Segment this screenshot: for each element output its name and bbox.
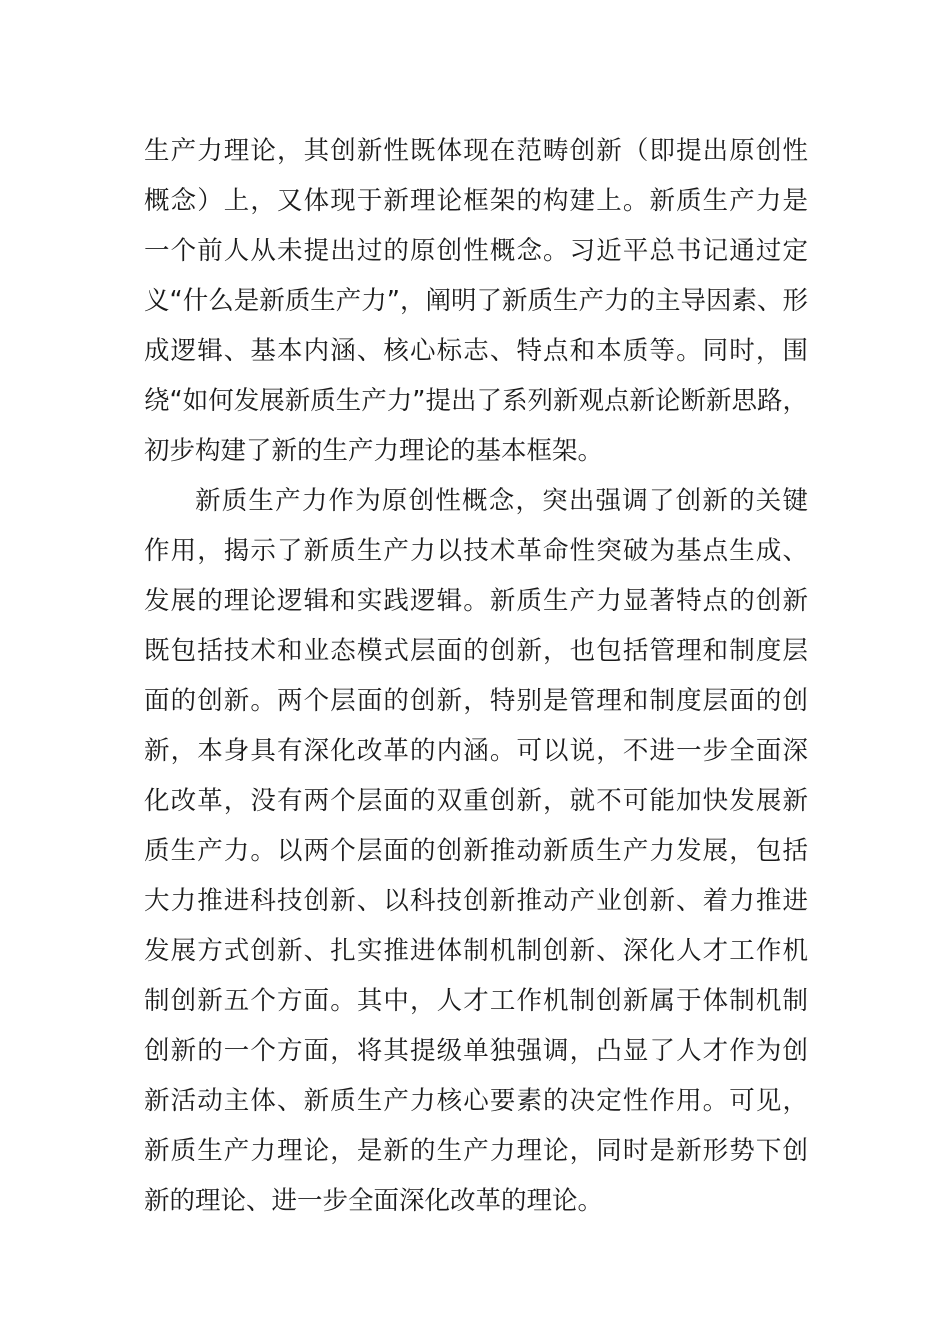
text-line: 生产力理论，其创新性既体现在范畴创新（即提出原创性: [144, 136, 808, 166]
text-line: 概念）上，又体现于新理论框架的构建上。新质生产力是: [144, 186, 808, 216]
text-line: 初步构建了新的生产力理论的基本框架。: [144, 436, 604, 466]
text-line: 新活动主体、新质生产力核心要素的决定性作用。可见，: [144, 1086, 808, 1116]
paragraph-1: [144, 126, 808, 476]
text-line: 质生产力。以两个层面的创新推动新质生产力发展，包括: [144, 836, 808, 866]
text-line: 创新的一个方面，将其提级单独强调，凸显了人才作为创: [144, 1036, 808, 1066]
text-line: 面的创新。两个层面的创新，特别是管理和制度层面的创: [144, 686, 808, 716]
text-line: 发展的理论逻辑和实践逻辑。新质生产力显著特点的创新: [144, 586, 808, 616]
text-line: 绕“如何发展新质生产力”提出了系列新观点新论断新思路，: [144, 386, 808, 416]
text-line: 化改革，没有两个层面的双重创新，就不可能加快发展新: [144, 786, 808, 816]
text-line: 既包括技术和业态模式层面的创新，也包括管理和制度层: [144, 636, 808, 666]
text-line: 新，本身具有深化改革的内涵。可以说，不进一步全面深: [144, 736, 808, 766]
text-line: 一个前人从未提出过的原创性概念。习近平总书记通过定: [144, 236, 808, 266]
paragraph-2: [144, 476, 808, 1226]
text-line: 制创新五个方面。其中，人才工作机制创新属于体制机制: [144, 986, 808, 1016]
text-line: 作用，揭示了新质生产力以技术革命性突破为基点生成、: [144, 536, 808, 566]
text-line: 新质生产力理论，是新的生产力理论，同时是新形势下创: [144, 1136, 808, 1166]
text-line: 大力推进科技创新、以科技创新推动产业创新、着力推进: [144, 886, 808, 916]
text-line: 义“什么是新质生产力”，阐明了新质生产力的主导因素、形: [144, 286, 808, 316]
body-text: [144, 126, 808, 1226]
text-line: 新质生产力作为原创性概念，突出强调了创新的关键: [195, 486, 808, 516]
text-line: 发展方式创新、扎实推进体制机制创新、深化人才工作机: [144, 936, 808, 966]
text-line: 成逻辑、基本内涵、核心标志、特点和本质等。同时，围: [144, 336, 808, 366]
text-line: 新的理论、进一步全面深化改革的理论。: [144, 1186, 604, 1216]
